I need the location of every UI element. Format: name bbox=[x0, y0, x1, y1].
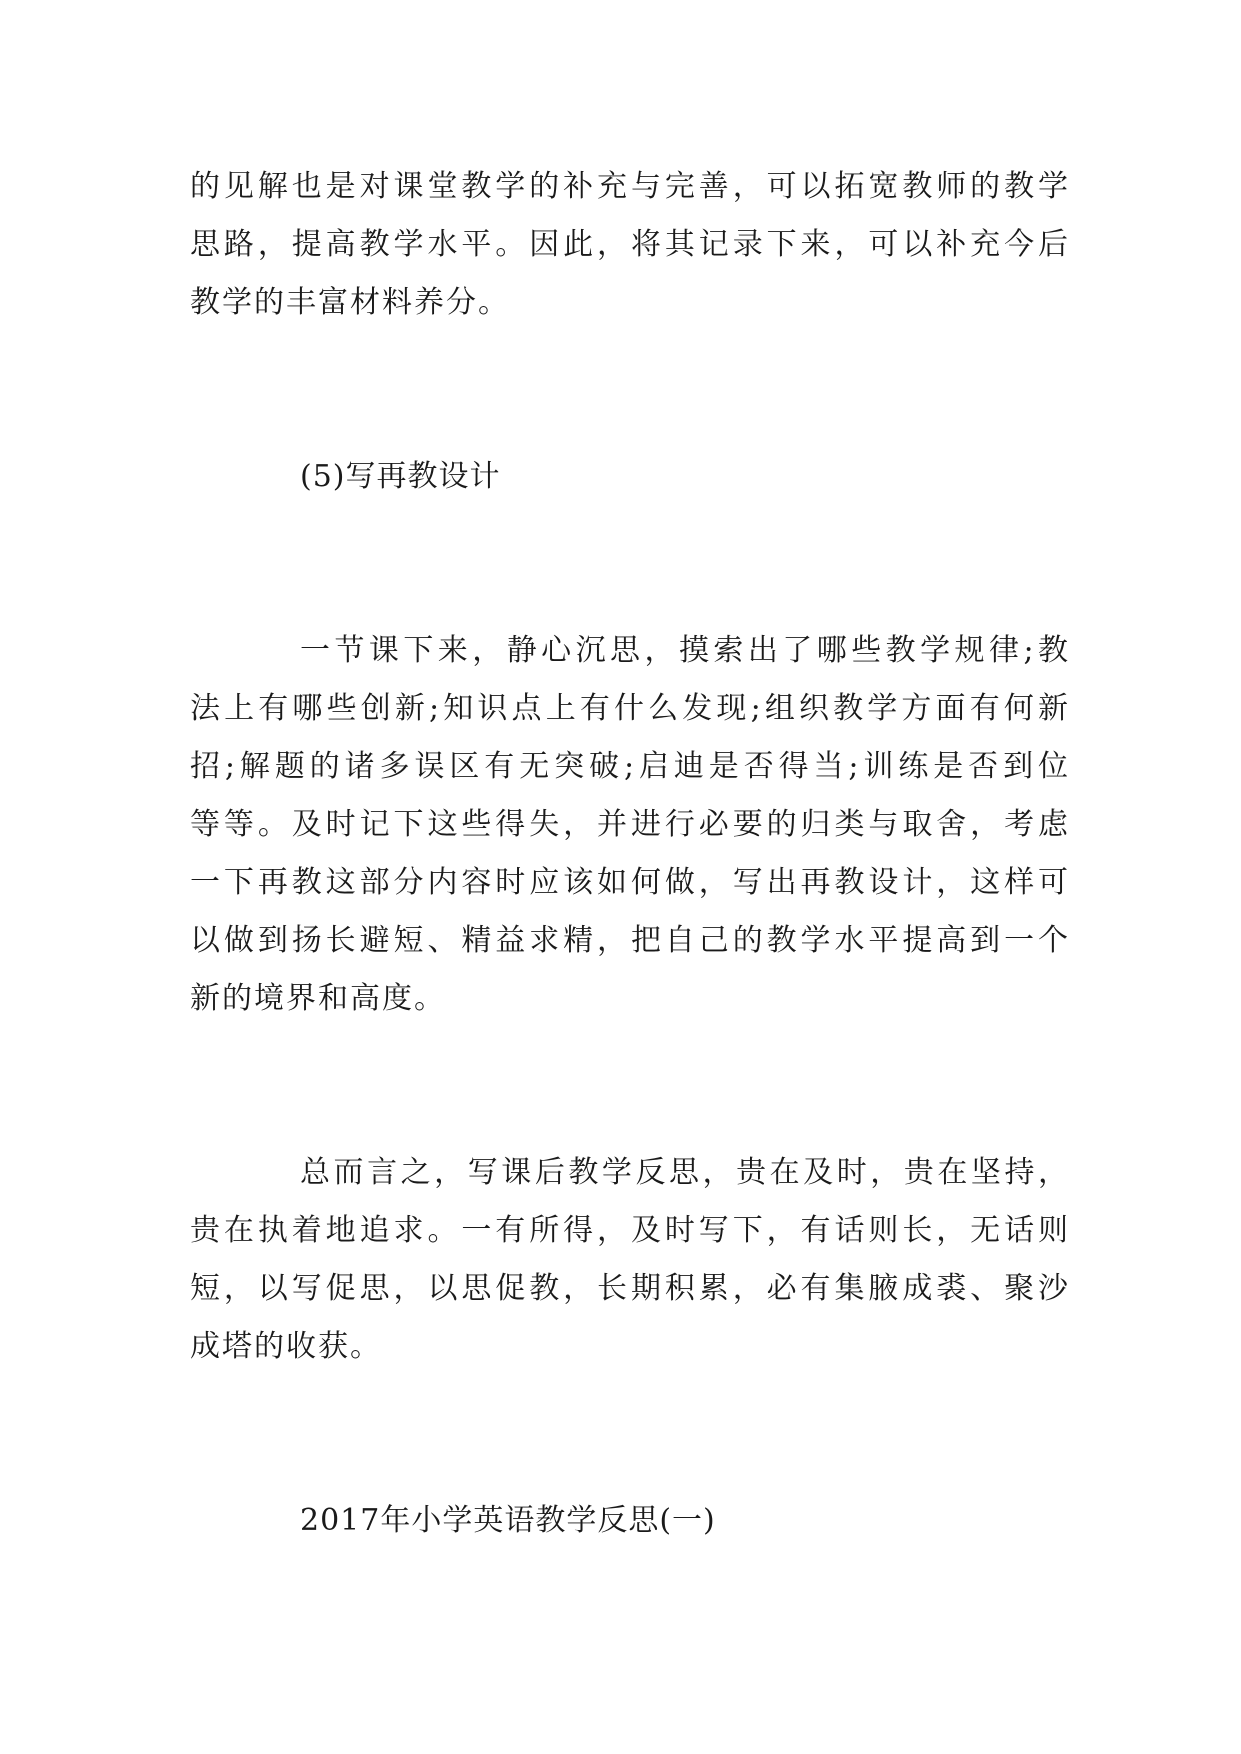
paragraph-2-line-5: 一下再教这部分内容时应该如何做，写出再教设计，这样可 bbox=[190, 865, 1070, 900]
paragraph-3-line-2: 贵在执着地追求。一有所得，及时写下，有话则长，无话则 bbox=[190, 1213, 1070, 1248]
paragraph-2-line-1: 一节课下来，静心沉思，摸索出了哪些教学规律;教 bbox=[300, 633, 1070, 668]
paragraph-2-line-4: 等等。及时记下这些得失，并进行必要的归类与取舍，考虑 bbox=[190, 807, 1070, 842]
paragraph-2-line-7: 新的境界和高度。 bbox=[190, 981, 446, 1016]
paragraph-1-line-3: 教学的丰富材料养分。 bbox=[190, 285, 510, 320]
paragraph-2-line-2: 法上有哪些创新;知识点上有什么发现;组织教学方面有何新 bbox=[190, 691, 1070, 726]
paragraph-1-line-2: 思路，提高教学水平。因此，将其记录下来，可以补充今后 bbox=[190, 227, 1070, 262]
paragraph-2-line-6: 以做到扬长避短、精益求精，把自己的教学水平提高到一个 bbox=[190, 923, 1070, 958]
section-heading-5: (5)写再教设计 bbox=[300, 459, 501, 494]
paragraph-1-line-1: 的见解也是对课堂教学的补充与完善，可以拓宽教师的教学 bbox=[190, 169, 1070, 204]
section-title-2017: 2017年小学英语教学反思(一) bbox=[300, 1503, 716, 1538]
paragraph-3-line-3: 短，以写促思，以思促教，长期积累，必有集腋成裘、聚沙 bbox=[190, 1271, 1070, 1306]
paragraph-2-line-3: 招;解题的诸多误区有无突破;启迪是否得当;训练是否到位 bbox=[190, 749, 1070, 784]
paragraph-3-line-1: 总而言之，写课后教学反思，贵在及时，贵在坚持， bbox=[300, 1155, 1070, 1190]
paragraph-3-line-4: 成塔的收获。 bbox=[190, 1329, 382, 1364]
